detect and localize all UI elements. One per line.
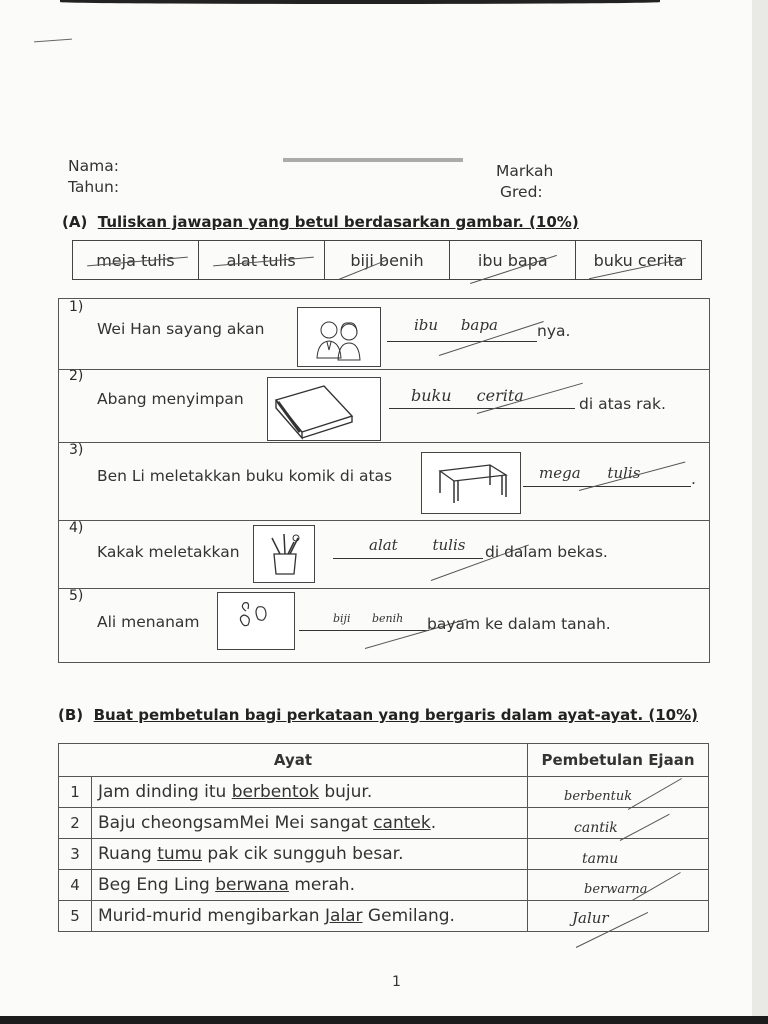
question-text: Ben Li meletakkan buku komik di atas xyxy=(97,467,393,485)
question-text-end: di atas rak. xyxy=(579,395,666,413)
word-bank-item: ibu bapa xyxy=(450,241,576,279)
pen-mark xyxy=(34,39,72,43)
answer-line xyxy=(523,486,691,487)
section-a-title xyxy=(62,213,579,231)
table-row xyxy=(59,839,709,870)
section-b-instruction: Buat pembetulan bagi perkataan yang bergaris dalam ayat-ayat. (10%) xyxy=(93,706,698,724)
table-row xyxy=(59,901,709,932)
parents-icon xyxy=(297,307,381,367)
question-text-end: bayam ke dalam tanah. xyxy=(427,615,611,633)
grade-label: Gred: xyxy=(500,183,543,201)
section-a-letter: (A) xyxy=(62,213,88,231)
section-b-letter: (B) xyxy=(58,706,84,724)
handwritten-answer: mega tulis xyxy=(539,464,641,482)
misspelled-word: cantek xyxy=(373,813,431,833)
table-row xyxy=(59,870,709,901)
correction-cell xyxy=(528,901,709,932)
seeds-icon xyxy=(217,592,295,650)
sentence-cell: Ruang tumu pak cik sungguh besar. xyxy=(92,839,528,870)
pencil-cup-icon xyxy=(253,525,315,583)
marks-label: Markah xyxy=(496,162,554,180)
misspelled-word: berbentok xyxy=(231,782,319,802)
question-number: 3) xyxy=(69,442,84,458)
question-text-end: nya. xyxy=(537,322,571,340)
question-5 xyxy=(58,588,710,663)
check-mark xyxy=(620,814,670,841)
correction-cell xyxy=(528,870,709,901)
handwritten-correction: tamu xyxy=(582,851,619,867)
misspelled-word: berwana xyxy=(215,875,289,895)
sentence-cell: Jam dinding itu berbentok bujur. xyxy=(92,777,528,808)
table-icon xyxy=(421,452,521,514)
scan-right-edge xyxy=(752,0,768,1024)
question-3 xyxy=(58,442,710,521)
handwritten-correction: berbentuk xyxy=(564,789,633,804)
handwritten-answer: biji benih xyxy=(333,612,404,625)
row-number: 3 xyxy=(59,839,92,870)
sentence-cell: Baju cheongsamMei Mei sangat cantek. xyxy=(92,808,528,839)
question-text: Ali menanam xyxy=(97,613,200,631)
table-row xyxy=(59,777,709,808)
question-4 xyxy=(58,520,710,589)
question-number: 2) xyxy=(69,368,84,384)
question-number: 1) xyxy=(69,299,84,315)
handwritten-answer: alat tulis xyxy=(369,536,466,554)
correction-column-header: Pembetulan Ejaan xyxy=(528,744,709,777)
book-icon xyxy=(267,377,381,441)
word-bank-item: meja tulis xyxy=(73,241,199,279)
handwritten-correction: Jalur xyxy=(572,909,609,927)
question-text: Wei Han sayang akan xyxy=(97,320,265,338)
handwritten-answer: buku cerita xyxy=(411,386,524,405)
answer-line xyxy=(387,341,537,342)
sentence-cell: Beg Eng Ling berwana merah. xyxy=(92,870,528,901)
question-number: 5) xyxy=(69,588,84,604)
correction-table xyxy=(58,743,709,932)
correction-cell xyxy=(528,777,709,808)
word-bank-item: biji benih xyxy=(325,241,451,279)
row-number: 4 xyxy=(59,870,92,901)
sentence-cell: Murid-murid mengibarkan Jalar Gemilang. xyxy=(92,901,528,932)
question-text-end: . xyxy=(691,470,696,488)
page-number: 1 xyxy=(392,974,401,990)
question-number: 4) xyxy=(69,520,84,536)
question-1 xyxy=(58,298,710,370)
sentence-column-header: Ayat xyxy=(59,744,528,777)
word-bank-item: buku cerita xyxy=(576,241,701,279)
word-bank xyxy=(72,240,702,280)
question-2 xyxy=(58,368,710,443)
answer-line xyxy=(389,408,575,409)
table-row xyxy=(59,808,709,839)
misspelled-word: Jalar xyxy=(324,906,363,926)
table-header xyxy=(59,744,709,777)
correction-cell xyxy=(528,808,709,839)
scan-top-edge xyxy=(60,0,660,4)
redaction-mark xyxy=(283,158,463,162)
handwritten-answer: ibu bapa xyxy=(414,316,498,334)
answer-line xyxy=(299,630,429,631)
correction-cell xyxy=(528,839,709,870)
section-a-instruction: Tuliskan jawapan yang betul berdasarkan gambar. (10%) xyxy=(97,213,579,231)
misspelled-word: tumu xyxy=(157,844,202,864)
handwritten-correction: berwarna xyxy=(584,882,648,897)
handwritten-correction: cantik xyxy=(574,820,618,836)
question-text: Abang menyimpan xyxy=(97,390,244,408)
word-bank-item: alat tulis xyxy=(199,241,325,279)
name-label: Nama: xyxy=(68,157,119,175)
question-text-end: di dalam bekas. xyxy=(485,543,608,561)
row-number: 2 xyxy=(59,808,92,839)
section-b-title xyxy=(58,706,698,724)
scan-bottom-edge xyxy=(0,1016,768,1024)
year-label: Tahun: xyxy=(68,178,120,196)
check-mark xyxy=(628,778,682,810)
answer-line xyxy=(333,558,483,559)
row-number: 5 xyxy=(59,901,92,932)
row-number: 1 xyxy=(59,777,92,808)
question-text: Kakak meletakkan xyxy=(97,543,240,561)
